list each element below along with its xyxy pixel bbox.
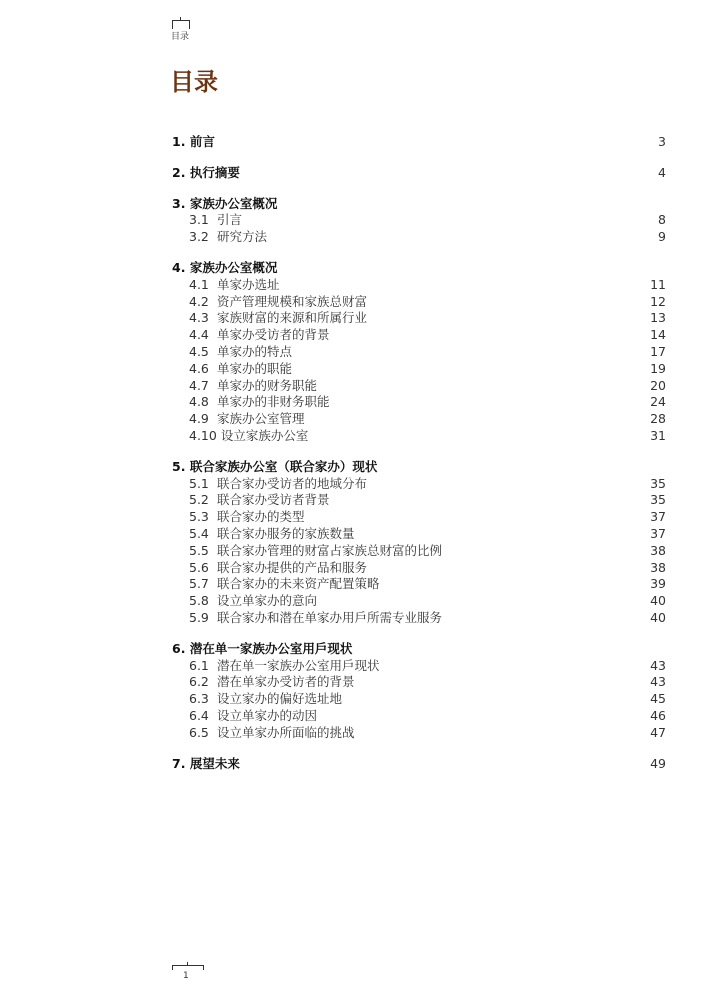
toc-subsection-title: 潜在单家办受访者的背景	[216, 674, 355, 690]
toc-subsection-number: 6.5	[189, 724, 209, 740]
toc-subsection-text	[189, 277, 280, 294]
toc-page-number: 17	[650, 343, 666, 359]
toc-subsection-row[interactable]	[172, 576, 666, 593]
toc-subsection-row[interactable]	[172, 327, 666, 344]
toc-subsection-number: 5.6	[189, 559, 209, 575]
toc-section-heading[interactable]	[172, 641, 666, 658]
toc-subsection-number: 4.8	[189, 394, 209, 410]
toc-page-number: 8	[658, 212, 666, 228]
toc-subsection-row[interactable]	[172, 593, 666, 610]
toc-subsection-title: 设立家办的偏好选址地	[216, 691, 342, 707]
toc-heading-number: 6.	[172, 640, 186, 656]
toc-section	[172, 165, 666, 182]
toc-heading-number: 3.	[172, 195, 186, 211]
toc-subsection-number: 5.2	[189, 492, 209, 508]
toc-subsection-text	[189, 361, 292, 378]
toc-subsection-text	[189, 378, 317, 395]
toc-heading-number: 1.	[172, 134, 186, 149]
toc-subsection-text	[189, 576, 380, 593]
toc-subsection-title: 联合家办和潜在单家办用戶所需专业服务	[216, 609, 442, 625]
toc-subsection-number: 4.4	[189, 327, 209, 343]
toc-subsection-title: 引言	[216, 212, 242, 228]
toc-subsection-text	[189, 543, 442, 560]
toc-subsection-text	[189, 327, 330, 344]
page-title: 目录	[170, 68, 218, 96]
toc-section-heading[interactable]	[172, 196, 666, 213]
toc-subsection-row[interactable]	[172, 610, 666, 627]
toc-heading-number: 7.	[172, 755, 186, 771]
toc-subsection-row[interactable]	[172, 560, 666, 577]
toc-section	[172, 756, 666, 773]
toc-subsection-text	[189, 593, 317, 610]
toc-subsection-number: 4.1	[189, 276, 209, 292]
toc-subsection-title: 设立单家办所面临的挑战	[216, 724, 355, 740]
toc-subsection-row[interactable]	[172, 526, 666, 543]
toc-page-number: 46	[650, 707, 666, 723]
toc-heading-title: 前言	[189, 134, 215, 149]
toc-subsection-text	[189, 610, 442, 627]
toc-subsection-number: 5.3	[189, 509, 209, 525]
toc-subsection-text	[189, 725, 355, 742]
toc-subsection-number: 5.5	[189, 542, 209, 558]
toc-heading-number: 5.	[172, 458, 186, 474]
toc-subsection-text	[189, 294, 367, 311]
toc-page-number: 9	[658, 229, 666, 245]
toc-page-number: 12	[650, 293, 666, 309]
toc-subsection-row[interactable]	[172, 492, 666, 509]
toc-page-number: 35	[650, 492, 666, 508]
toc-subsection-text	[189, 411, 305, 428]
toc-subsection-title: 单家办的职能	[216, 360, 292, 376]
toc-subsection-number: 4.3	[189, 310, 209, 326]
toc-subsection-number: 5.1	[189, 475, 209, 491]
toc-subsection-title: 设立单家办的意向	[216, 593, 317, 609]
toc-page-number: 31	[650, 427, 666, 443]
toc-page-number: 11	[650, 276, 666, 292]
toc-subsection-number: 4.2	[189, 293, 209, 309]
toc-subsection-row[interactable]	[172, 543, 666, 560]
toc-subsection-text	[189, 691, 342, 708]
toc-page-number: 38	[650, 559, 666, 575]
toc-subsection-title: 研究方法	[216, 229, 267, 245]
toc-page-number: 24	[650, 394, 666, 410]
toc-heading-text	[172, 196, 277, 213]
toc-section	[172, 134, 666, 151]
toc-heading-number: 4.	[172, 259, 186, 275]
toc-subsection-number: 6.1	[189, 657, 209, 673]
toc-subsection-row[interactable]	[172, 411, 666, 428]
toc-section-heading[interactable]	[172, 134, 666, 151]
header-bracket-mark	[172, 20, 190, 29]
toc-subsection-number: 4.5	[189, 343, 209, 359]
toc-subsection-text	[189, 394, 330, 411]
toc-heading-text	[172, 459, 377, 476]
toc-subsection-text	[189, 560, 367, 577]
toc-section	[172, 196, 666, 246]
toc-heading-title: 家族办公室概况	[189, 195, 278, 211]
toc-subsection-row[interactable]	[172, 344, 666, 361]
toc-page-number: 43	[650, 657, 666, 673]
toc-page-number: 28	[650, 411, 666, 427]
toc-section-heading[interactable]	[172, 165, 666, 182]
toc-subsection-number: 6.2	[189, 674, 209, 690]
footer-bracket-mark	[172, 965, 204, 970]
toc-heading-text	[172, 165, 240, 182]
toc-page-number: 35	[650, 475, 666, 491]
toc-subsection-text	[189, 212, 242, 229]
toc-subsection-title: 联合家办管理的财富占家族总财富的比例	[216, 542, 442, 558]
toc-page-number: 45	[650, 691, 666, 707]
toc-subsection-title: 家族办公室管理	[216, 411, 305, 427]
toc-page-number: 47	[650, 724, 666, 740]
toc-subsection-title: 资产管理规模和家族总财富	[216, 293, 367, 309]
toc-subsection-row[interactable]	[172, 691, 666, 708]
toc-subsection-number: 4.10	[189, 427, 217, 443]
toc-subsection-number: 5.7	[189, 576, 209, 592]
toc-subsection-title: 单家办的财务职能	[216, 377, 317, 393]
page-number: 1	[183, 971, 189, 981]
toc-page-number: 49	[650, 755, 666, 771]
toc-subsection-row[interactable]	[172, 725, 666, 742]
toc-page-number: 40	[650, 593, 666, 609]
toc-page-number: 37	[650, 509, 666, 525]
toc-subsection-number: 5.9	[189, 609, 209, 625]
toc-subsection-row[interactable]	[172, 708, 666, 725]
toc-subsection-number: 6.3	[189, 691, 209, 707]
toc-page-number: 14	[650, 327, 666, 343]
toc-subsection-text	[189, 492, 330, 509]
toc-subsection-row[interactable]	[172, 277, 666, 294]
toc-subsection-number: 4.9	[189, 411, 209, 427]
toc-subsection-title: 联合家办服务的家族数量	[216, 525, 355, 541]
toc-subsection-title: 联合家办受访者背景	[216, 492, 330, 508]
toc-heading-title: 家族办公室概况	[189, 259, 278, 275]
toc-subsection-title: 单家办的特点	[216, 343, 292, 359]
toc-subsection-number: 4.7	[189, 377, 209, 393]
toc-subsection-row[interactable]	[172, 394, 666, 411]
toc-page-number: 19	[650, 360, 666, 376]
toc-subsection-number: 3.1	[189, 212, 209, 228]
toc-heading-title: 展望未来	[189, 755, 240, 771]
toc-page-number: 39	[650, 576, 666, 592]
toc-section	[172, 641, 666, 742]
toc-subsection-row[interactable]	[172, 476, 666, 493]
toc-heading-title: 执行摘要	[189, 164, 240, 180]
table-of-contents	[172, 134, 666, 786]
toc-subsection-title: 联合家办提供的产品和服务	[216, 559, 367, 575]
toc-subsection-title: 联合家办受访者的地域分布	[216, 475, 367, 491]
toc-section-heading[interactable]	[172, 756, 666, 773]
toc-subsection-row[interactable]	[172, 294, 666, 311]
toc-subsection-text	[189, 658, 380, 675]
toc-subsection-row[interactable]	[172, 658, 666, 675]
toc-heading-title: 联合家族办公室（联合家办）现状	[189, 458, 378, 474]
toc-heading-title: 潜在单一家族办公室用戶现状	[189, 640, 353, 656]
toc-subsection-text	[189, 229, 267, 246]
toc-heading-text	[172, 260, 277, 277]
toc-subsection-title: 单家办的非财务职能	[216, 394, 330, 410]
toc-subsection-row[interactable]	[172, 428, 666, 445]
toc-page-number: 43	[650, 674, 666, 690]
toc-subsection-title: 联合家办的未来资产配置策略	[216, 576, 380, 592]
toc-subsection-title: 设立单家办的动因	[216, 707, 317, 723]
toc-heading-text	[172, 134, 215, 151]
toc-subsection-text	[189, 428, 308, 445]
toc-subsection-number: 5.8	[189, 593, 209, 609]
toc-section-heading[interactable]	[172, 260, 666, 277]
toc-page-number: 40	[650, 609, 666, 625]
toc-section	[172, 459, 666, 627]
toc-heading-number: 2.	[172, 164, 186, 180]
toc-subsection-text	[189, 310, 367, 327]
toc-subsection-number: 4.6	[189, 360, 209, 376]
toc-subsection-text	[189, 708, 317, 725]
toc-subsection-text	[189, 674, 355, 691]
toc-page-number: 20	[650, 377, 666, 393]
toc-subsection-number: 6.4	[189, 707, 209, 723]
toc-subsection-row[interactable]	[172, 509, 666, 526]
toc-section-heading[interactable]	[172, 459, 666, 476]
toc-subsection-row[interactable]	[172, 229, 666, 246]
toc-subsection-row[interactable]	[172, 378, 666, 395]
toc-heading-text	[172, 756, 240, 773]
toc-subsection-title: 联合家办的类型	[216, 509, 305, 525]
running-header: 目录	[171, 32, 190, 42]
toc-subsection-title: 家族财富的来源和所属行业	[216, 310, 367, 326]
toc-subsection-row[interactable]	[172, 361, 666, 378]
toc-page-number: 38	[650, 542, 666, 558]
toc-page-number: 4	[658, 164, 666, 180]
toc-heading-text	[172, 641, 352, 658]
toc-page-number: 3	[658, 134, 666, 149]
toc-subsection-text	[189, 476, 367, 493]
toc-page-number: 13	[650, 310, 666, 326]
toc-subsection-title: 单家办选址	[216, 276, 280, 292]
toc-subsection-row[interactable]	[172, 212, 666, 229]
toc-subsection-title: 单家办受访者的背景	[216, 327, 330, 343]
toc-subsection-row[interactable]	[172, 674, 666, 691]
toc-subsection-text	[189, 344, 292, 361]
toc-subsection-title: 设立家族办公室	[220, 427, 309, 443]
toc-subsection-text	[189, 526, 355, 543]
toc-section	[172, 260, 666, 445]
toc-subsection-number: 3.2	[189, 229, 209, 245]
toc-subsection-text	[189, 509, 305, 526]
toc-subsection-number: 5.4	[189, 525, 209, 541]
toc-page-number: 37	[650, 525, 666, 541]
toc-subsection-row[interactable]	[172, 310, 666, 327]
toc-subsection-title: 潜在单一家族办公室用戶现状	[216, 657, 380, 673]
